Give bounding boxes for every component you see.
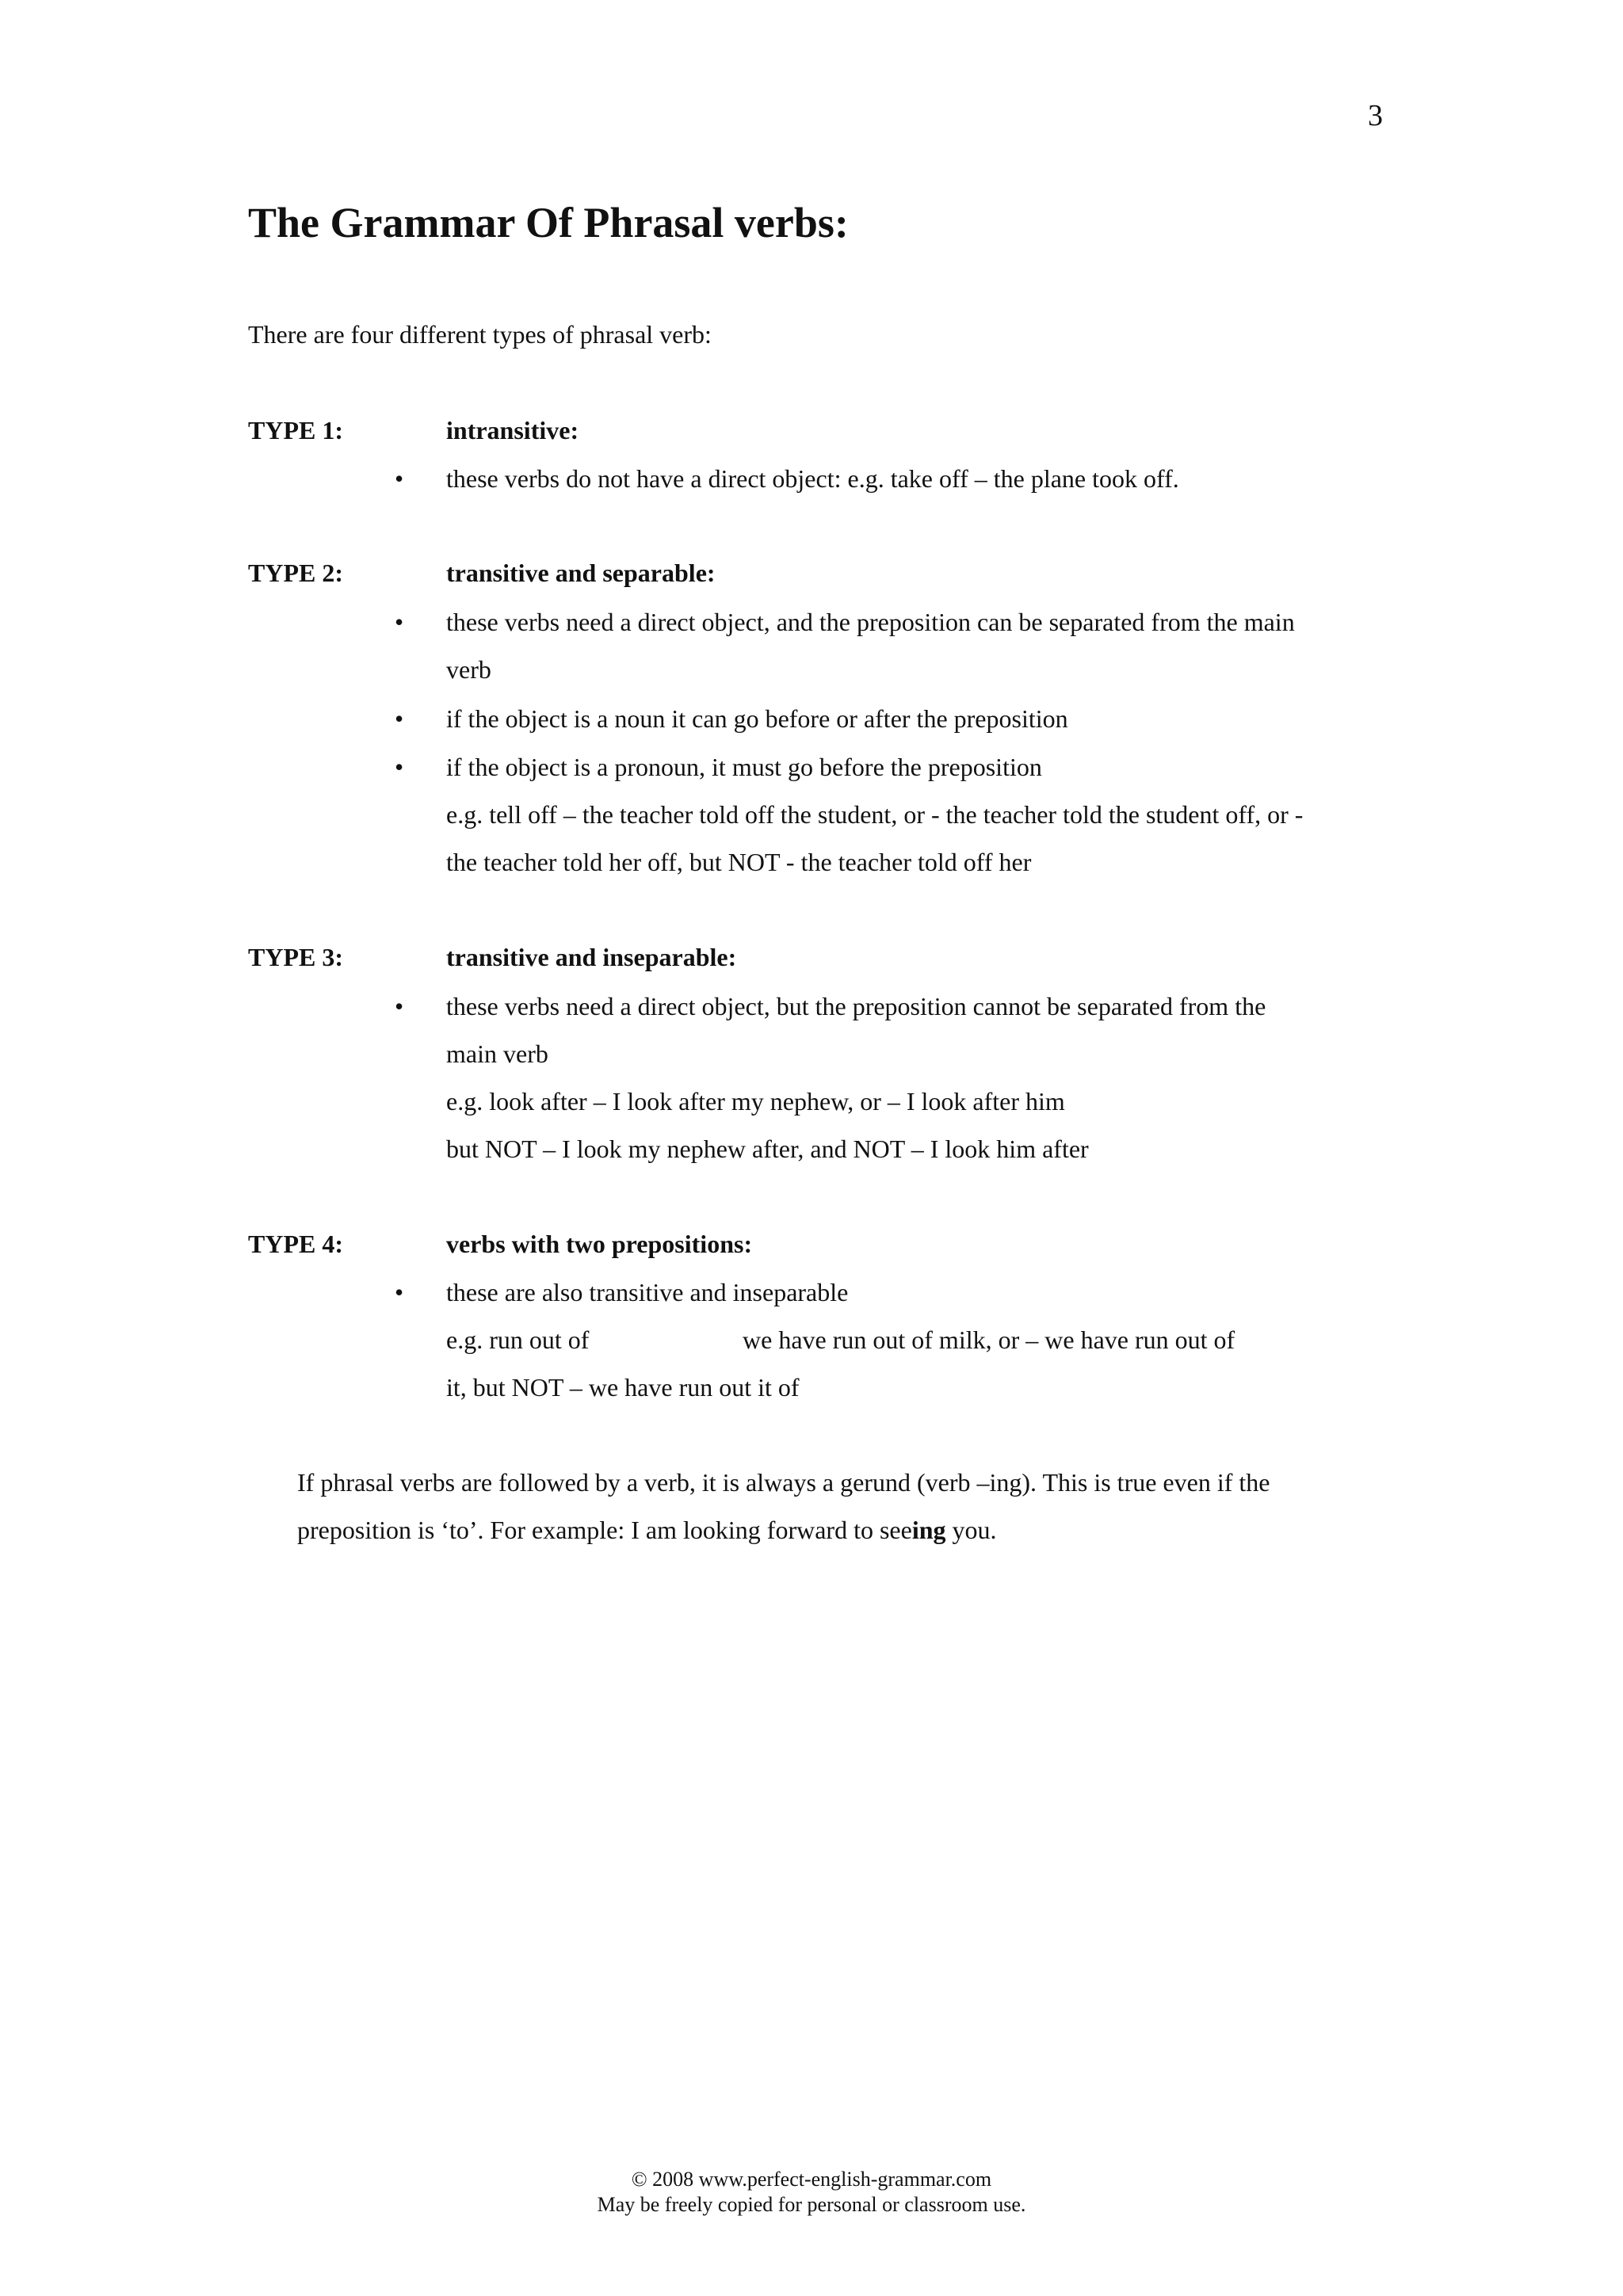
closing-line-2 (297, 1516, 997, 1545)
bullet-icon: • (395, 1278, 404, 1306)
type-3-bullet-1: these verbs need a direct object, but the preposition cannot be separated from the (446, 992, 1266, 1020)
type-3-heading: transitive and inseparable: (446, 943, 737, 971)
type-1-label: TYPE 1: (248, 416, 343, 444)
type-2-example-1: e.g. tell off – the teacher told off the student, or - the teacher told the student off, or - (446, 800, 1304, 829)
bullet-icon: • (395, 992, 404, 1020)
type-4-example-term: e.g. run out of (446, 1325, 590, 1354)
type-2-example-2: the teacher told her off, but NOT - the teacher told off her (446, 848, 1032, 876)
footer-copyright: © 2008 www.perfect-english-grammar.com (631, 2168, 992, 2191)
type-3-label: TYPE 3: (248, 943, 343, 971)
type-2-bullet-3: if the object is a pronoun, it must go before the preposition (446, 753, 1042, 781)
intro-text: There are four different types of phrasal verb: (248, 320, 712, 349)
page-number: 3 (1368, 99, 1383, 132)
bullet-icon: • (395, 704, 404, 733)
type-2-bullet-1: these verbs need a direct object, and the preposition can be separated from the main (446, 608, 1295, 636)
footer-usage-note: May be freely copied for personal or classroom use. (597, 2193, 1026, 2216)
type-3-bullet-1-cont: main verb (446, 1039, 548, 1068)
type-2-heading: transitive and separable: (446, 559, 716, 587)
page-title: The Grammar Of Phrasal verbs: (248, 199, 849, 246)
type-3-example-2: but NOT – I look my nephew after, and NOT – I look him after (446, 1135, 1089, 1163)
type-3-example-1: e.g. look after – I look after my nephew, or – I look after him (446, 1087, 1065, 1116)
type-1-bullet-1: these verbs do not have a direct object: e.g. take off – the plane took off. (446, 464, 1179, 493)
closing-line-1: If phrasal verbs are followed by a verb, it is always a gerund (verb –ing). This is true even if the (297, 1468, 1270, 1497)
type-4-heading: verbs with two prepositions: (446, 1230, 753, 1258)
type-2-bullet-2: if the object is a noun it can go before or after the preposition (446, 704, 1068, 733)
type-2-label: TYPE 2: (248, 559, 343, 587)
type-4-example-1: we have run out of milk, or – we have run out of (743, 1325, 1235, 1354)
closing-line-2-bold: ing (911, 1516, 946, 1544)
closing-line-2-start: preposition is ‘to’. For example: I am looking forward to see (297, 1516, 912, 1544)
type-4-label: TYPE 4: (248, 1230, 343, 1258)
type-4-example-2: it, but NOT – we have run out it of (446, 1373, 800, 1402)
bullet-icon: • (395, 753, 404, 781)
closing-line-2-end: you. (945, 1516, 997, 1544)
type-4-bullet-1: these are also transitive and inseparable (446, 1278, 849, 1306)
bullet-icon: • (395, 464, 404, 493)
type-1-heading: intransitive: (446, 416, 579, 444)
bullet-icon: • (395, 608, 404, 636)
type-2-bullet-1-cont: verb (446, 655, 491, 684)
